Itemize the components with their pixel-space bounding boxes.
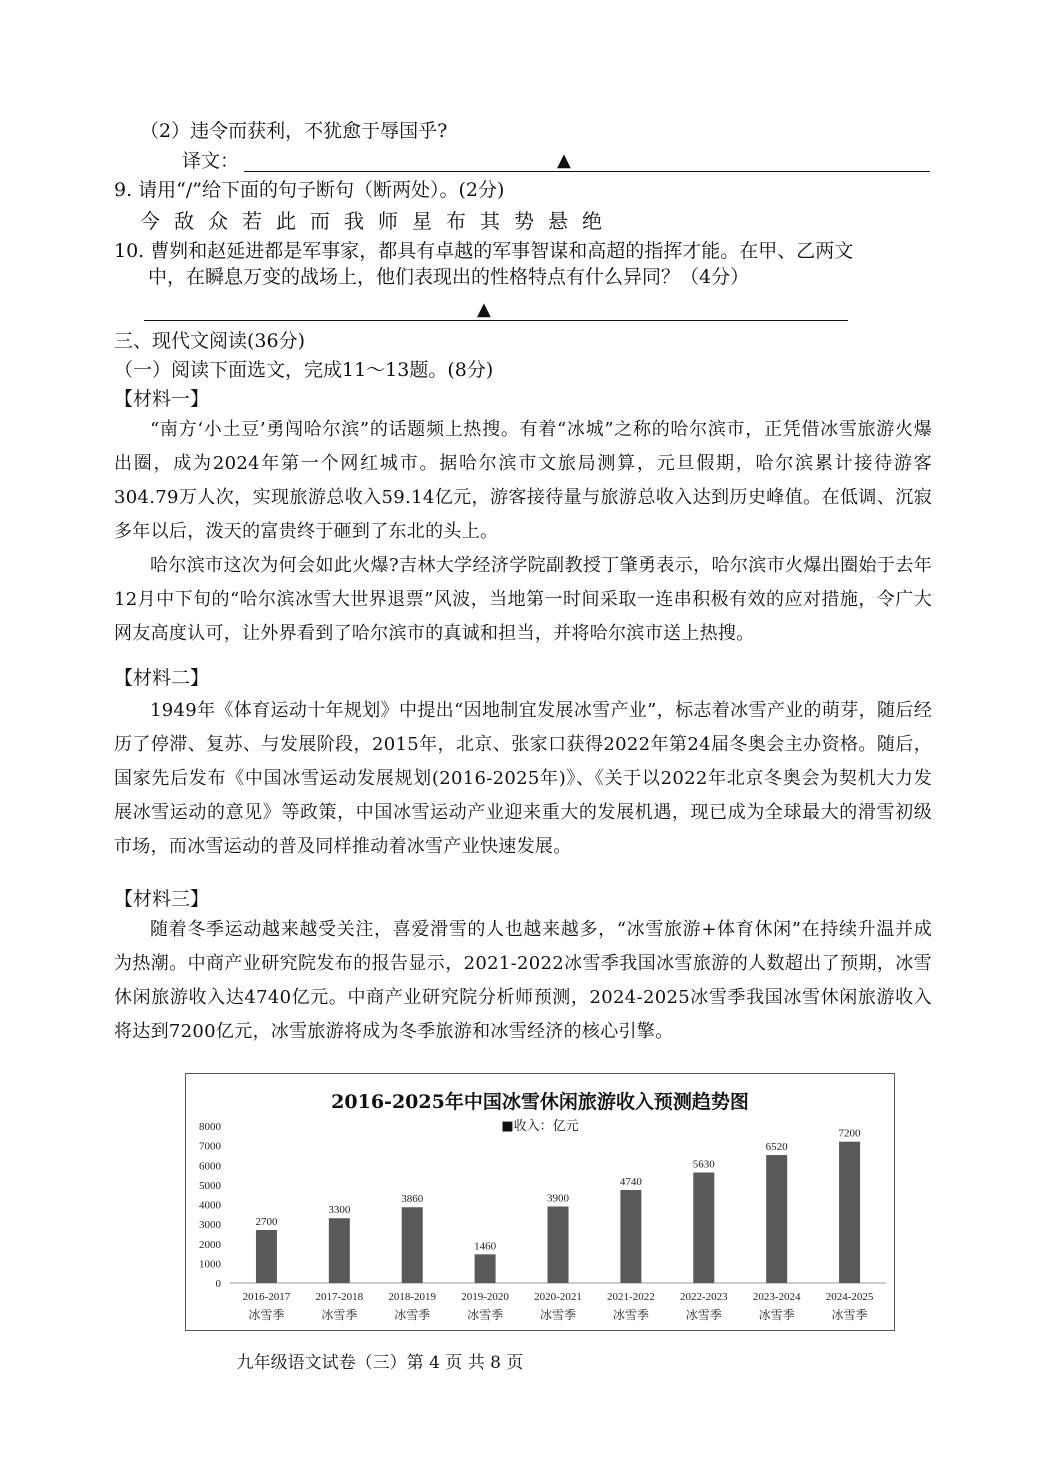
x-tick-sublabel: 冰雪季 xyxy=(539,1308,577,1322)
data-label: 4740 xyxy=(619,1175,642,1188)
chart-legend: ■收入：亿元 xyxy=(501,1119,579,1134)
income-trend-chart xyxy=(185,1073,895,1331)
data-label: 5630 xyxy=(692,1158,715,1171)
x-tick-label: 2021-2022 xyxy=(607,1291,655,1303)
x-tick-sublabel: 冰雪季 xyxy=(467,1308,504,1322)
data-label: 7200 xyxy=(838,1127,861,1140)
x-tick-sublabel: 冰雪季 xyxy=(612,1308,649,1322)
data-label: 2700 xyxy=(255,1216,278,1229)
x-tick-label: 2020-2021 xyxy=(534,1291,582,1303)
y-tick-label: 7000 xyxy=(199,1140,221,1153)
q9-question: 9. 请用“/”给下面的句子断句（断两处）。(2分) xyxy=(114,179,505,201)
material-1-paragraph-1: “南方‘小土豆’勇闯哈尔滨”的话题频上热搜。有着“冰城”之称的哈尔滨市，正凭借冰雪旅游火爆出圈，成为2024年第一个网红城市。据哈尔滨市文旅局测算，元旦假期，哈尔滨累计接待游客304.79万人次，实现旅游总收入59.14亿元，游客接待量与旅游总收入达到历史峰值。在低调、沉寂多年以后，泼天的富贵终于砸到了东北的头上。 xyxy=(114,419,932,542)
q10-line-2: 中，在瞬息万变的战场上，他们表现出的性格特点有什么异同？（4分） xyxy=(148,266,750,288)
y-tick-label: 6000 xyxy=(199,1160,221,1173)
bar xyxy=(475,1254,496,1283)
y-tick-label: 1000 xyxy=(199,1258,221,1271)
bar xyxy=(329,1218,350,1283)
x-tick-label: 2024-2025 xyxy=(825,1291,874,1303)
x-tick-sublabel: 冰雪季 xyxy=(321,1308,358,1322)
bar xyxy=(548,1206,569,1283)
y-tick-label: 8000 xyxy=(199,1121,221,1133)
chart-plot xyxy=(186,1074,893,1329)
x-tick-label: 2023-2024 xyxy=(752,1291,801,1303)
q10-answer-marker: ▲ xyxy=(477,299,491,320)
y-tick-label: 0 xyxy=(215,1278,221,1290)
bar xyxy=(839,1142,860,1283)
q8-answer-label: 译文： xyxy=(182,150,240,172)
bar xyxy=(766,1155,787,1283)
x-tick-sublabel: 冰雪季 xyxy=(685,1308,722,1322)
bar xyxy=(620,1190,641,1283)
y-tick-label: 3000 xyxy=(199,1219,221,1232)
material-2-label: 【材料二】 xyxy=(114,667,210,689)
q8-item-2: （2）违令而获利，不犹愈于辱国乎? xyxy=(140,120,448,142)
material-2-paragraph-1: 1949年《体育运动十年规划》中提出“因地制宜发展冰雪产业”，标志着冰雪产业的萌芽，随后经历了停滞、复苏、与发展阶段，2015年，北京、张家口获得2022年第24届冬奥会主办资格。随后，国家先后发布《中国冰雪运动发展规划(2016-2025年)》、《关于以2022年北京冬奥会为契机大力发展冰雪运动的意见》等政策，中国冰雪运动产业迎来重大的发展机遇，现已成为全球最大的滑雪初级市场，而冰雪运动的普及同样推动着冰雪产业快速发展。 xyxy=(114,700,932,857)
data-label: 3860 xyxy=(401,1193,424,1206)
material-1-paragraph-2: 哈尔滨市这次为何会如此火爆?吉林大学经济学院副教授丁肇勇表示，哈尔滨市火爆出圈始于去年12月中下旬的“哈尔滨冰雪大世界退票”风波，当地第一时间采取一连串积极有效的应对措施，令广大网友高度认可，让外界看到了哈尔滨市的真诚和担当，并将哈尔滨市送上热搜。 xyxy=(114,555,932,644)
bar xyxy=(402,1207,423,1283)
section-3-heading: 三、现代文阅读(36分) xyxy=(114,330,306,352)
section-3-subheading: （一）阅读下面选文，完成11～13题。(8分) xyxy=(114,359,494,381)
x-tick-label: 2018-2019 xyxy=(388,1291,437,1303)
page-footer: 九年级语文试卷（三）第 4 页 共 8 页 xyxy=(236,1353,524,1373)
material-3-paragraph-1: 随着冬季运动越来越受关注，喜爱滑雪的人也越来越多，“冰雪旅游+体育休闲”在持续升温并成为热潮。中商产业研究院发布的报告显示，2021-2022冰雪季我国冰雪旅游的人数超出了预期，冰雪休闲旅游收入达4740亿元。中商产业研究院分析师预测，2024-2025冰雪季我国冰雪休闲旅游收入将达到7200亿元，冰雪旅游将成为冬季旅游和冰雪经济的核心引擎。 xyxy=(114,919,932,1042)
material-1-label: 【材料一】 xyxy=(114,388,210,410)
q9-sentence: 今敌众若此而我师星布其势悬绝 xyxy=(140,209,616,233)
data-label: 6520 xyxy=(765,1141,788,1154)
q10-answer-line[interactable] xyxy=(144,320,848,321)
x-tick-label: 2019-2020 xyxy=(461,1291,509,1303)
y-tick-label: 5000 xyxy=(199,1179,221,1192)
bar xyxy=(256,1230,277,1283)
x-tick-sublabel: 冰雪季 xyxy=(394,1308,431,1322)
x-tick-label: 2022-2023 xyxy=(679,1291,728,1303)
data-label: 3900 xyxy=(547,1192,569,1205)
bar xyxy=(693,1173,714,1283)
q8-answer-marker: ▲ xyxy=(557,150,571,171)
x-tick-sublabel: 冰雪季 xyxy=(831,1308,868,1322)
data-label: 1460 xyxy=(474,1240,497,1253)
material-3-label: 【材料三】 xyxy=(114,888,210,910)
y-tick-label: 4000 xyxy=(199,1199,221,1212)
x-tick-label: 2017-2018 xyxy=(315,1291,364,1303)
x-tick-label: 2016-2017 xyxy=(242,1291,291,1303)
y-tick-label: 2000 xyxy=(199,1238,221,1251)
data-label: 3300 xyxy=(328,1204,351,1217)
chart-title: 2016-2025年中国冰雪休闲旅游收入预测趋势图 xyxy=(331,1091,749,1113)
q8-answer-line[interactable] xyxy=(244,171,930,172)
q10-line-1: 10. 曹刿和赵延进都是军事家，都具有卓越的军事智谋和高超的指挥才能。在甲、乙两文 xyxy=(114,240,854,262)
x-tick-sublabel: 冰雪季 xyxy=(758,1308,795,1322)
x-tick-sublabel: 冰雪季 xyxy=(248,1308,285,1322)
